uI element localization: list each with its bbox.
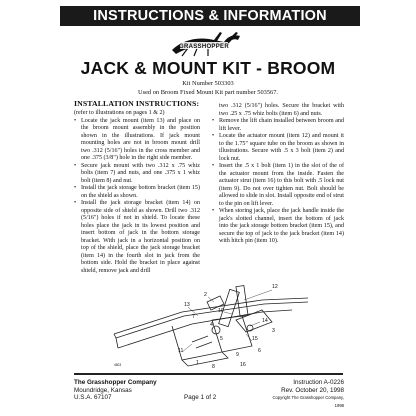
instruction-step: • Locate the actuator mount (item 12) and mount it to the 1.75" square tube on the broom as shown in illustrations. Secure with .5 x 3 bolt (item 2) and lock nut.: [212, 133, 344, 163]
callout-label: 6: [258, 348, 261, 354]
callout-label: 14: [262, 318, 268, 324]
callout-label: 7: [192, 314, 195, 320]
company-city: Moundridge, Kansas: [74, 386, 132, 394]
figure-code: 4503: [114, 363, 122, 367]
footer-divider: [74, 373, 343, 375]
callout-label: 2: [204, 292, 207, 298]
instructions-intro: (refer to illustrations on pages 1 & 2): [74, 110, 165, 116]
used-on-note: Used on Broom Fixed Mount Kit part number 503567.: [137, 89, 279, 96]
instructions-right-column: [212, 103, 344, 246]
grasshopper-logo: [168, 30, 248, 58]
instructions-list-right: [212, 103, 344, 246]
instruction-step-continued: two .312 (5/16") holes. Secure the bracket with two .25 x .75 whiz bolts (item 6) and nuts.: [219, 103, 344, 117]
callout-label: 10: [218, 308, 224, 314]
callout-label: 4: [210, 322, 213, 328]
callout-label: 12: [272, 284, 278, 290]
callout-label: 1: [196, 360, 199, 366]
company-name: The Grasshopper Company: [74, 379, 157, 386]
callout-label: 3: [272, 328, 275, 334]
installation-heading: INSTALLATION INSTRUCTIONS:: [74, 99, 200, 108]
page-number: Page 1 of 2: [184, 394, 217, 401]
instructions-list-left: [74, 118, 200, 276]
callout-label: 15: [252, 336, 258, 342]
revision-date: Rev. October 20, 1998: [281, 386, 344, 394]
copyright-note: Copyright The Grasshopper Company, 1998: [272, 395, 344, 408]
instruction-step: • Secure jack mount with two .312 x .75 whiz bolts (item 7) and nuts, and one .375 x 1 whiz bolt (item 8) and nut.: [74, 163, 200, 186]
instruction-step: • Install the jack storage bracket (item 14) on opposite side of shield as shown. Drill two .312 (5/16") holes if not in shield. To locate these holes place the jack in its lowest position and insert bottom of jack in the bottom storage bracket. With jack in a horizontal position on top of the shield, place the jack storage bracket (item 14) in the fourth slot in jack from the bottom side. Hold the bracket in place against shield, remove jack and drill: [74, 200, 200, 275]
instructions-left-column: [74, 110, 200, 275]
callout-label: 13: [184, 302, 190, 308]
callout-label: 9: [236, 352, 239, 358]
assembly-illustration: [112, 282, 312, 370]
callout-label: 16: [240, 362, 246, 368]
instruction-step: • Remove the lift chain installed between broom and lift lever.: [212, 118, 344, 133]
callout-label: 8: [212, 364, 215, 370]
instruction-step: • When storing jack, place the jack handle inside the jack's slotted channel, insert the bottom of jack into the jack storage bottom bracket (item 15), and secure the top of jack to the jack bracket (item 14) with hitch pin (item 10).: [212, 208, 344, 246]
company-country: U.S.A. 67107: [74, 394, 112, 402]
footer-company-block: [74, 379, 157, 402]
header-banner: INSTRUCTIONS & INFORMATION: [60, 6, 360, 26]
kit-number: Kit Number 503303: [182, 80, 234, 87]
instruction-number: Instruction A-0226: [293, 379, 344, 386]
instruction-step: • Insert the .5 x 1 bolt (item 1) in the slot of the of the actuator mount from the inside. Fasten the actuator strut (item 16) to this bolt with .5 lock nut (item 9). Do not over tighten nut. Bolt should be allowed to slide in slot. Install opposite end of strut to the pin on lift lever.: [212, 163, 344, 208]
svg-text:GRASSHOPPER: GRASSHOPPER: [179, 44, 229, 50]
instruction-step: • Locate the jack mount (item 13) and place on the broom mount assembly in the position shown in the illustrations. If jack mount mounting holes are not in broom mount drill two .312 (5/16") holes in the cross member and one .375 (3/8") hole in the right side member.: [74, 118, 200, 163]
instruction-step: • Install the jack storage bottom bracket (item 15) on the shield as shown.: [74, 185, 200, 200]
footer-doc-block: [268, 379, 344, 409]
callout-label: 11: [178, 348, 184, 354]
page-title: JACK & MOUNT KIT - BROOM: [80, 58, 336, 78]
callout-label: 5: [220, 336, 223, 342]
